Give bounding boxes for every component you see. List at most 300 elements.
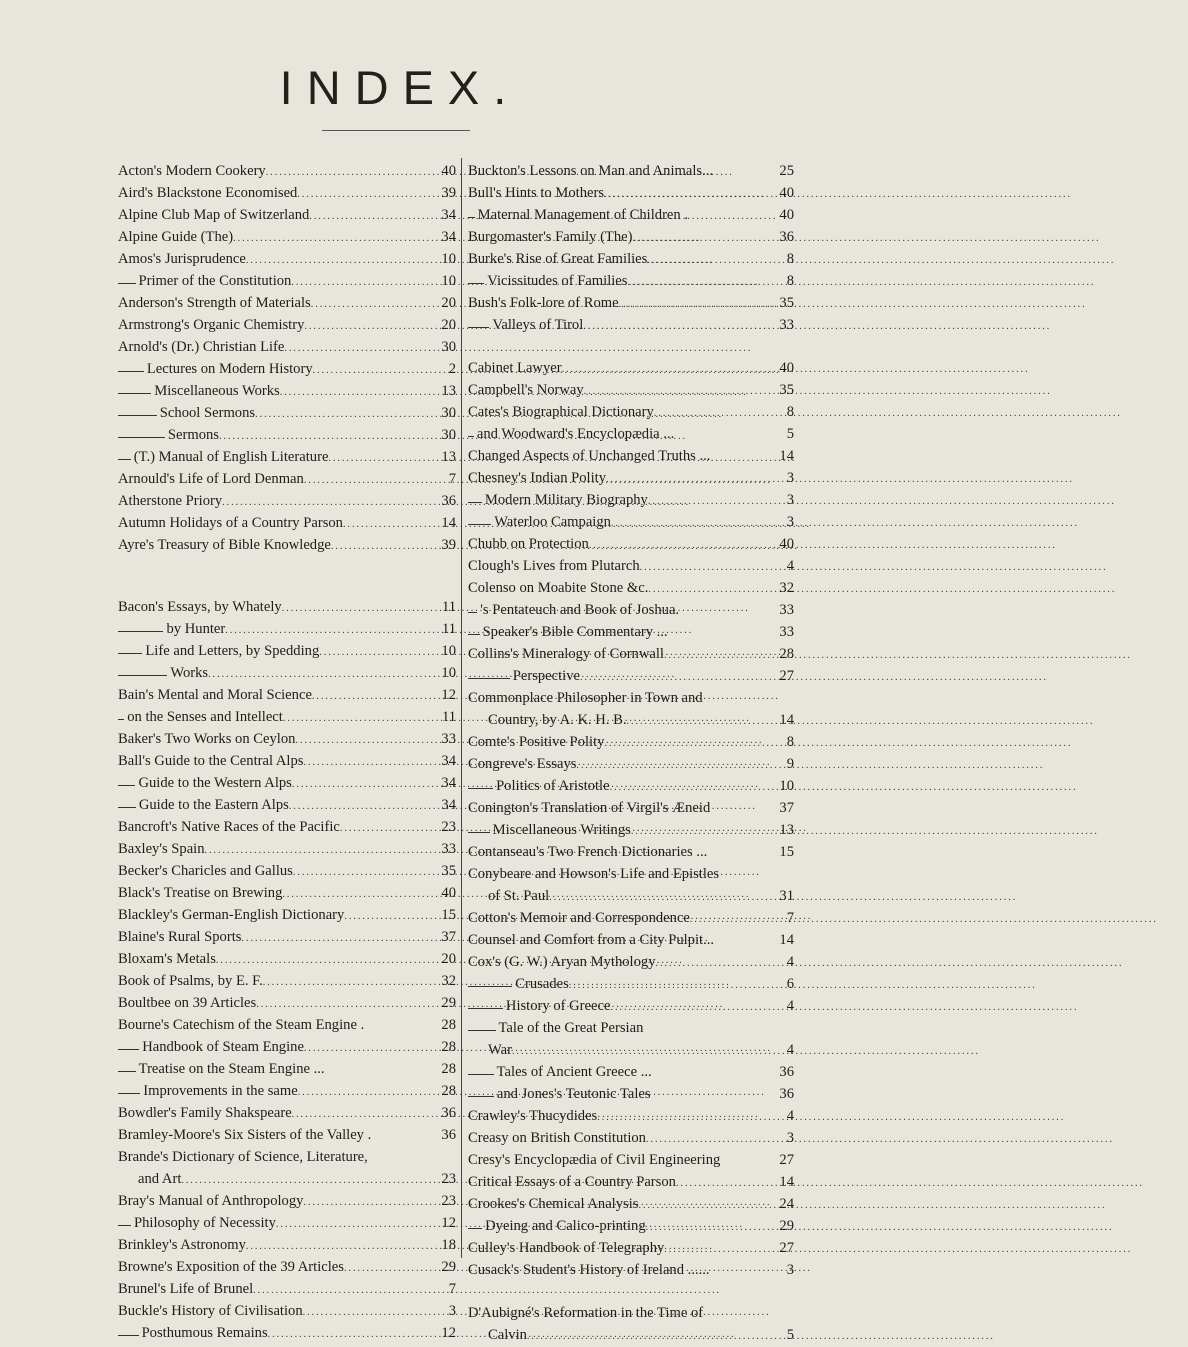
page-number: 23 (441, 819, 456, 835)
entry-title: Arnould's Life of Lord Denman (118, 471, 304, 487)
page-title: INDEX. (279, 61, 521, 114)
page-number: 27 (779, 1240, 794, 1256)
leader-dots (610, 777, 766, 798)
entry-title: Burgomaster's Family (The) (468, 229, 633, 245)
leader-dots (664, 1239, 766, 1260)
entry-title: Valleys of Tirol (492, 317, 584, 333)
entry-title: Brunel's Life of Brunel (118, 1281, 254, 1297)
index-entry (118, 685, 456, 707)
entry-title: History of Greece (505, 998, 611, 1014)
leader-dots (284, 338, 428, 359)
ditto-rule (118, 371, 144, 372)
page-number: 14 (779, 448, 794, 464)
entry-title: and Woodward's Encyclopædia ... (476, 426, 675, 442)
index-entry (118, 729, 456, 751)
page-number: 10 (441, 643, 456, 659)
leader-dots (292, 1104, 428, 1125)
entry-title: Colenso on Moabite Stone &c. (468, 580, 649, 596)
entry-title: Bray's Manual of Anthropology (118, 1193, 304, 1209)
ditto-rule (118, 1335, 139, 1336)
page-number: 35 (779, 382, 794, 398)
leader-dots (633, 228, 767, 249)
leader-dots (344, 906, 428, 927)
leader-dots (276, 1214, 428, 1235)
ditto-rule (468, 1074, 494, 1075)
ditto-rule (118, 415, 157, 416)
leader-dots (205, 840, 428, 861)
page-number: 28 (779, 646, 794, 662)
index-entry (468, 161, 794, 183)
entry-title: Autumn Holidays of a Country Parson (118, 515, 343, 531)
leader-dots (282, 598, 428, 619)
index-entry (118, 795, 456, 817)
leader-dots (627, 711, 766, 732)
index-entry (118, 1169, 456, 1191)
leader-dots (181, 1170, 428, 1191)
page-number: 11 (441, 709, 456, 725)
entry-title: Calvin (488, 1327, 527, 1343)
index-entry (468, 776, 794, 798)
entry-title: Alpine Club Map of Switzerland (118, 207, 310, 223)
leader-dots (246, 250, 428, 271)
page-number: 3 (786, 492, 794, 508)
page-number: 18 (441, 1237, 456, 1253)
page-number: 28 (441, 1061, 456, 1077)
page-number: 7 (448, 1281, 456, 1297)
index-entry (118, 535, 456, 557)
leader-dots (604, 184, 766, 205)
ditto-rule (118, 631, 163, 632)
entry-title: Bramley-Moore's Six Sisters of the Valley . (118, 1127, 372, 1143)
entry-title: Blaine's Rural Sports (118, 929, 242, 945)
index-entry (468, 358, 794, 380)
index-entry (468, 1084, 794, 1106)
entry-title: Cox's (G. W.) Aryan Mythology (468, 954, 656, 970)
ditto-rule (468, 217, 475, 218)
leader-dots (604, 733, 766, 754)
leader-dots (222, 492, 428, 513)
entry-title: Tale of the Great Persian (498, 1020, 644, 1036)
page-number: 12 (441, 687, 456, 703)
index-entry (468, 886, 794, 908)
entry-title: Alpine Guide (The) (118, 229, 234, 245)
index-entry (468, 556, 794, 578)
leader-dots (208, 664, 428, 685)
leader-dots (640, 557, 766, 578)
index-entry (468, 842, 794, 864)
page-number: 10 (779, 778, 794, 794)
leader-dots (233, 228, 428, 249)
page-number: 30 (441, 427, 456, 443)
index-entry (468, 424, 794, 446)
entry-title: Culley's Handbook of Telegraphy (468, 1240, 665, 1256)
leader-dots (664, 645, 766, 666)
page-number: 34 (441, 753, 456, 769)
leader-dots (654, 403, 766, 424)
index-entry (118, 773, 456, 795)
index-entry (118, 271, 456, 293)
index-entry (468, 468, 794, 490)
page-number: 36 (779, 1064, 794, 1080)
ditto-rule (468, 678, 510, 679)
leader-dots (647, 250, 766, 271)
leader-dots (312, 686, 428, 707)
index-entry (118, 337, 456, 359)
index-entry (468, 820, 794, 842)
entry-title: Buckton's Lessons on Man and Animals... (468, 163, 714, 179)
entry-title: Works (170, 665, 209, 681)
entry-title: Campbell's Norway (468, 382, 584, 398)
page-number: 29 (779, 1218, 794, 1234)
page-number: 8 (786, 251, 794, 267)
index-entry (468, 908, 794, 930)
index-entry (118, 183, 456, 205)
ditto-rule (468, 986, 512, 987)
leader-dots (291, 272, 428, 293)
ditto-rule (468, 788, 493, 789)
index-entry (118, 1279, 456, 1301)
entry-title: Dyeing and Calico-printing (485, 1218, 646, 1234)
page-number: 33 (779, 602, 794, 618)
entry-title: Becker's Charicles and Gallus (118, 863, 293, 879)
index-entry (468, 1303, 794, 1325)
entry-title: Bull's Hints to Mothers (468, 185, 605, 201)
index-entry (118, 1125, 456, 1147)
index-entry (468, 183, 794, 205)
title-rule (322, 130, 470, 131)
entry-title: Changed Aspects of Unchanged Truths ... (468, 448, 711, 464)
entry-title: Crookes's Chemical Analysis (468, 1196, 639, 1212)
page-number: 8 (786, 273, 794, 289)
entry-title: Buckle's History of Civilisation (118, 1303, 303, 1319)
leader-dots (610, 997, 766, 1018)
leader-dots (311, 294, 428, 315)
index-entry (118, 839, 456, 861)
page-number: 3 (786, 470, 794, 486)
index-entry (118, 927, 456, 949)
entry-title: Aird's Blackstone Economised (118, 185, 298, 201)
index-entry (468, 996, 794, 1018)
leader-dots (562, 359, 766, 380)
ditto-rule (468, 1228, 482, 1229)
page-number: 20 (441, 951, 456, 967)
index-entry (118, 1301, 456, 1323)
entry-title: Baxley's Spain (118, 841, 205, 857)
page-number: 36 (779, 1086, 794, 1102)
entry-title: School Sermons (159, 405, 256, 421)
page-number: 34 (441, 207, 456, 223)
page-number: 13 (441, 383, 456, 399)
entry-title: Ball's Guide to the Central Alps (118, 753, 304, 769)
ditto-rule (118, 437, 165, 438)
entry-title: Cresy's Encyclopædia of Civil Engineering (468, 1152, 721, 1168)
entry-title: Collins's Mineralogy of Cornwall (468, 646, 664, 662)
leader-dots (303, 1302, 428, 1323)
entry-title: Posthumous Remains (141, 1325, 268, 1341)
entry-title: Crawley's Thucydides (468, 1108, 598, 1124)
index-entry (468, 754, 794, 776)
index-entry (468, 534, 794, 556)
leader-dots (631, 821, 766, 842)
entry-title: Bourne's Catechism of the Steam Engine . (118, 1017, 365, 1033)
leader-dots (256, 994, 428, 1015)
entry-title: and Art (138, 1171, 182, 1187)
index-entry (118, 883, 456, 905)
leader-dots (263, 972, 428, 993)
index-entry (468, 864, 794, 886)
section-gap (118, 557, 456, 597)
entry-title: by Hunter (166, 621, 226, 637)
index-entry (118, 1147, 456, 1169)
entry-title: Waterloo Campaign (494, 514, 611, 530)
leader-dots (303, 752, 428, 773)
leader-dots (580, 667, 766, 688)
index-entry (468, 1106, 794, 1128)
page-number: 10 (441, 251, 456, 267)
ditto-rule (118, 807, 136, 808)
ditto-rule (468, 327, 489, 328)
page-number: 33 (441, 731, 456, 747)
index-entry (468, 249, 794, 271)
ditto-rule (468, 634, 480, 635)
leader-dots (282, 884, 428, 905)
entry-title: Philosophy of Necessity (134, 1215, 276, 1231)
entry-title: Crusades (515, 976, 569, 992)
leader-dots (656, 953, 767, 974)
page-number: 40 (779, 536, 794, 552)
leader-dots (648, 491, 766, 512)
leader-dots (646, 1129, 766, 1150)
index-entry (468, 666, 794, 688)
leader-dots (597, 1107, 766, 1128)
page-number: 40 (441, 163, 456, 179)
page-number: 10 (441, 273, 456, 289)
ditto-rule (118, 1049, 139, 1050)
index-entry (468, 732, 794, 754)
leader-dots (304, 1038, 428, 1059)
page-number: 33 (779, 624, 794, 640)
leader-dots (340, 818, 428, 839)
leader-dots (627, 272, 766, 293)
entry-title: Arnold's (Dr.) Christian Life (118, 339, 285, 355)
index-entry (468, 1062, 794, 1084)
page-number: 40 (779, 207, 794, 223)
page-number: 10 (441, 665, 456, 681)
index-entry (468, 446, 794, 468)
entry-title: Browne's Exposition of the 39 Articles (118, 1259, 344, 1275)
entry-title: Conington's Translation of Virgil's Æneid (468, 800, 711, 816)
index-entry (118, 469, 456, 491)
page-number: 4 (786, 954, 794, 970)
page-number: 35 (779, 295, 794, 311)
index-entry (118, 1059, 456, 1081)
index-entry (468, 578, 794, 600)
entry-title: Blackley's German-English Dictionary (118, 907, 345, 923)
page-number: 34 (441, 229, 456, 245)
page-number: 31 (779, 888, 794, 904)
leader-dots (309, 206, 428, 227)
index-entry (118, 1015, 456, 1037)
entry-title: Black's Treatise on Brewing (118, 885, 283, 901)
page-number: 24 (779, 1196, 794, 1212)
index-entry (118, 425, 456, 447)
index-entry (468, 798, 794, 820)
entry-title: Comte's Positive Polity (468, 734, 605, 750)
entry-title: War (488, 1042, 512, 1058)
ditto-rule (468, 283, 484, 284)
leader-dots (344, 1258, 428, 1279)
leader-dots (676, 1173, 766, 1194)
page-number: 40 (441, 885, 456, 901)
page-number: 12 (441, 1215, 456, 1231)
index-entry (118, 993, 456, 1015)
page-number: 33 (441, 841, 456, 857)
leader-dots (268, 1324, 428, 1345)
leader-dots (219, 426, 428, 447)
leader-dots (292, 774, 428, 795)
index-entry (118, 1103, 456, 1125)
entry-title: on the Senses and Intellect (127, 709, 283, 725)
page-number: 7 (786, 910, 794, 926)
ditto-rule (468, 612, 477, 613)
page-number: 8 (786, 404, 794, 420)
ditto-rule (468, 1096, 494, 1097)
index-entry (468, 1018, 794, 1040)
entry-title: Bush's Folk-lore of Rome (468, 295, 619, 311)
entry-title: Chubb on Protection (468, 536, 589, 552)
leader-dots (589, 535, 766, 556)
index-entry (118, 227, 456, 249)
page-number: 36 (441, 1127, 456, 1143)
entry-title: Armstrong's Organic Chemistry (118, 317, 305, 333)
page-number: 28 (441, 1017, 456, 1033)
leader-dots (297, 184, 428, 205)
index-entry (118, 293, 456, 315)
ditto-rule (468, 1030, 496, 1031)
index-entry (468, 952, 794, 974)
ditto-rule (468, 1008, 503, 1009)
page-number: 15 (779, 844, 794, 860)
leader-dots (576, 755, 766, 776)
page-number: 5 (786, 1327, 794, 1343)
entry-title: Ayre's Treasury of Bible Knowledge (118, 537, 331, 553)
page-number: 2 (448, 361, 456, 377)
page-number: 37 (779, 800, 794, 816)
entry-title: Bacon's Essays, by Whately (118, 599, 282, 615)
index-entry (468, 974, 794, 996)
index-entry (118, 971, 456, 993)
page-number: 39 (441, 537, 456, 553)
entry-title: (T.) Manual of English Literature (133, 449, 329, 465)
page-number: 37 (441, 929, 456, 945)
entry-title: Cates's Biographical Dictionary (468, 404, 654, 420)
leader-dots (646, 1217, 766, 1238)
leader-dots (584, 381, 766, 402)
entry-title: Vicissitudes of Families (487, 273, 628, 289)
entry-title: Guide to the Western Alps (138, 775, 292, 791)
entry-title: Life and Letters, by Spedding (145, 643, 320, 659)
leader-dots (241, 928, 428, 949)
entry-title: Brinkley's Astronomy (118, 1237, 246, 1253)
index-entry (118, 1257, 456, 1279)
index-entry (118, 1323, 456, 1345)
index-entry (118, 619, 456, 641)
index-entry (468, 1260, 794, 1282)
entry-title: Cotton's Memoir and Correspondence (468, 910, 690, 926)
section-gap (468, 337, 794, 358)
entry-title: Baker's Two Works on Ceylon (118, 731, 296, 747)
ditto-rule (118, 393, 151, 394)
leader-dots (583, 316, 766, 337)
entry-title: Bloxam's Metals (118, 951, 216, 967)
page-number: 13 (441, 449, 456, 465)
entry-title: Congreve's Essays (468, 756, 577, 772)
index-entry (468, 1325, 794, 1347)
index-entry (468, 315, 794, 337)
index-entry (118, 381, 456, 403)
entry-title: Critical Essays of a Country Parson (468, 1174, 676, 1190)
entry-title: Improvements in the same (143, 1083, 298, 1099)
index-entry (118, 359, 456, 381)
leader-dots (280, 382, 428, 403)
ditto-rule (118, 1071, 136, 1072)
entry-title: Handbook of Steam Engine (142, 1039, 304, 1055)
page-number: 30 (441, 405, 456, 421)
index-entry (118, 861, 456, 883)
leader-dots (319, 642, 428, 663)
index-entry (468, 688, 794, 710)
index-entry (118, 447, 456, 469)
leader-dots (638, 1195, 766, 1216)
index-entry (468, 227, 794, 249)
ditto-rule (118, 675, 167, 676)
entry-title: Perspective (512, 668, 581, 684)
index-entry (468, 402, 794, 424)
page-number: 13 (779, 822, 794, 838)
entry-title: Boultbee on 39 Articles (118, 995, 257, 1011)
leader-dots (549, 887, 766, 908)
page-number: 14 (779, 712, 794, 728)
left-column (118, 161, 456, 1345)
entry-title: Tales of Ancient Greece ... (496, 1064, 652, 1080)
index-entry (468, 1216, 794, 1238)
page-number: 14 (779, 932, 794, 948)
entry-title: Bancroft's Native Races of the Pacific (118, 819, 340, 835)
index-entry (118, 597, 456, 619)
page-number: 14 (441, 515, 456, 531)
entry-title: Miscellaneous Works (154, 383, 280, 399)
ditto-rule (468, 524, 491, 525)
page-number: 30 (441, 339, 456, 355)
leader-dots (512, 1041, 766, 1062)
leader-dots (303, 1192, 428, 1213)
index-entry (118, 949, 456, 971)
index-entry (118, 707, 456, 729)
index-entry (118, 1191, 456, 1213)
page-number: 40 (779, 185, 794, 201)
entry-title: Burke's Rise of Great Families (468, 251, 648, 267)
page-number: 28 (441, 1039, 456, 1055)
page-number: 33 (779, 317, 794, 333)
leader-dots (304, 470, 428, 491)
entry-title: 's Pentateuch and Book of Joshua. (480, 602, 680, 618)
index-entry (118, 1235, 456, 1257)
index-entry (468, 1194, 794, 1216)
page-number: 36 (441, 493, 456, 509)
page-number: 8 (786, 734, 794, 750)
page-number: 11 (441, 621, 456, 637)
leader-dots (527, 1326, 766, 1347)
